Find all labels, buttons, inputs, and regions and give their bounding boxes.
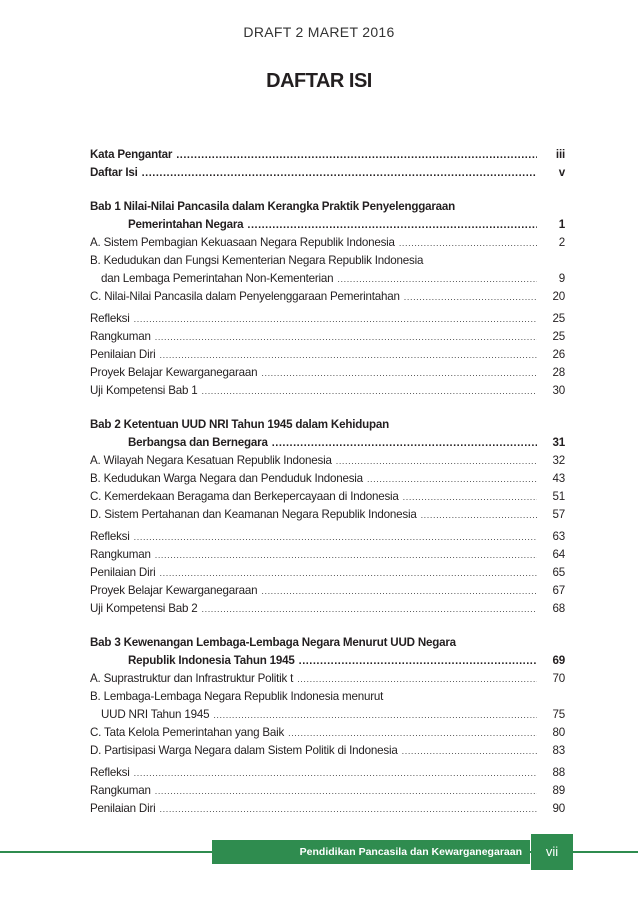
toc-entry[interactable]	[90, 600, 565, 618]
toc-entry[interactable]	[90, 506, 565, 524]
toc-entry[interactable]	[90, 742, 565, 760]
toc-page-number: 88	[552, 766, 565, 779]
toc-entry-daftar-isi[interactable]	[90, 164, 565, 182]
toc-entry-text: C. Kemerdekaan Beragama dan Berkepercayaan di Indonesia	[90, 490, 399, 503]
toc-entry[interactable]	[90, 234, 565, 252]
chapter-1-heading[interactable]: Bab 1 Nilai-Nilai Pancasila dalam Kerangka Praktik Penyelenggaraan	[90, 200, 456, 213]
toc-entry[interactable]	[90, 546, 565, 564]
toc-page-number: 9	[558, 272, 565, 285]
toc-page-number: 75	[552, 708, 565, 721]
toc-entry-text: Pemerintahan Negara	[128, 218, 244, 231]
toc-entry-text: UUD NRI Tahun 1945	[101, 708, 210, 721]
toc-entry[interactable]	[90, 470, 565, 488]
toc-entry-text: D. Sistem Pertahanan dan Keamanan Negara Republik Indonesia	[90, 508, 417, 521]
toc-entry-cont[interactable]	[90, 706, 565, 724]
toc-entry-text: Refleksi	[90, 766, 130, 779]
footer-page-number: vii	[531, 834, 573, 870]
toc-page-number: 68	[552, 602, 565, 615]
toc-entry-cont[interactable]	[90, 270, 565, 288]
toc-page-number: 25	[552, 312, 565, 325]
toc-entry[interactable]	[90, 364, 565, 382]
toc-entry[interactable]	[90, 670, 565, 688]
toc-page-number: 64	[552, 548, 565, 561]
toc-entry-text: Republik Indonesia Tahun 1945	[128, 654, 295, 667]
toc-page-number: 63	[552, 530, 565, 543]
toc-page-number: 65	[552, 566, 565, 579]
toc-entry-text: Rangkuman	[90, 548, 151, 561]
toc-page-number: 1	[558, 218, 565, 231]
toc-entry-text: D. Partisipasi Warga Negara dalam Sistem Politik di Indonesia	[90, 744, 398, 757]
toc-entry-text: Kata Pengantar	[90, 148, 173, 161]
toc-entry-text: C. Nilai-Nilai Pancasila dalam Penyelenggaraan Pemerintahan	[90, 290, 400, 303]
toc-entry[interactable]: B. Lembaga-Lembaga Negara Republik Indonesia menurut	[90, 690, 384, 703]
toc-entry[interactable]	[90, 452, 565, 470]
toc-entry-text: Rangkuman	[90, 330, 151, 343]
toc-page-number: 30	[552, 384, 565, 397]
toc-entry-text: Rangkuman	[90, 784, 151, 797]
toc-page-number: 25	[552, 330, 565, 343]
table-of-contents	[90, 146, 565, 818]
toc-entry[interactable]	[90, 724, 565, 742]
toc-entry[interactable]	[90, 382, 565, 400]
toc-entry-text: Berbangsa dan Bernegara	[128, 436, 268, 449]
chapter-3-heading-cont[interactable]	[90, 652, 565, 670]
toc-entry[interactable]	[90, 564, 565, 582]
toc-entry[interactable]	[90, 488, 565, 506]
toc-page-number: 69	[552, 654, 565, 667]
toc-entry-text: Penilaian Diri	[90, 348, 156, 361]
page-title: DAFTAR ISI	[266, 70, 372, 92]
toc-page-number: 26	[552, 348, 565, 361]
toc-page-number: 70	[552, 672, 565, 685]
toc-page-number: iii	[555, 148, 565, 161]
toc-page-number: 2	[558, 236, 565, 249]
toc-entry-text: Refleksi	[90, 530, 130, 543]
toc-entry-text: A. Suprastruktur dan Infrastruktur Politik t	[90, 672, 294, 685]
chapter-2-heading[interactable]: Bab 2 Ketentuan UUD NRI Tahun 1945 dalam Kehidupan	[90, 418, 390, 431]
toc-page-number: 32	[552, 454, 565, 467]
toc-entry[interactable]	[90, 582, 565, 600]
toc-page-number: 20	[552, 290, 565, 303]
chapter-3-heading[interactable]: Bab 3 Kewenangan Lembaga-Lembaga Negara Menurut UUD Negara	[90, 636, 456, 649]
toc-entry-text: C. Tata Kelola Pemerintahan yang Baik	[90, 726, 285, 739]
toc-page-number: 57	[552, 508, 565, 521]
toc-page-number: 51	[552, 490, 565, 503]
footer-book-title: Pendidikan Pancasila dan Kewarganegaraan	[212, 840, 530, 864]
toc-entry[interactable]	[90, 310, 565, 328]
toc-entry-text: Penilaian Diri	[90, 566, 156, 579]
toc-entry-text: Refleksi	[90, 312, 130, 325]
toc-entry[interactable]	[90, 528, 565, 546]
toc-page-number: 67	[552, 584, 565, 597]
toc-entry-text: Daftar Isi	[90, 166, 138, 179]
toc-page-number: 89	[552, 784, 565, 797]
toc-entry-text: A. Sistem Pembagian Kekuasaan Negara Republik Indonesia	[90, 236, 395, 249]
toc-entry[interactable]	[90, 764, 565, 782]
draft-label: DRAFT 2 MARET 2016	[243, 24, 395, 40]
toc-entry[interactable]	[90, 288, 565, 306]
toc-entry[interactable]	[90, 782, 565, 800]
toc-page-number: 43	[552, 472, 565, 485]
toc-entry-text: B. Kedudukan Warga Negara dan Penduduk Indonesia	[90, 472, 363, 485]
toc-entry[interactable]: B. Kedudukan dan Fungsi Kementerian Negara Republik Indonesia	[90, 254, 424, 267]
toc-entry-text: dan Lembaga Pemerintahan Non-Kementerian	[101, 272, 334, 285]
toc-entry-text: Uji Kompetensi Bab 2	[90, 602, 198, 615]
toc-entry[interactable]	[90, 346, 565, 364]
toc-entry-text: A. Wilayah Negara Kesatuan Republik Indonesia	[90, 454, 332, 467]
toc-page-number: 28	[552, 366, 565, 379]
toc-entry-text: Proyek Belajar Kewarganegaraan	[90, 366, 258, 379]
toc-entry-text: Uji Kompetensi Bab 1	[90, 384, 198, 397]
toc-page-number: 31	[552, 436, 565, 449]
toc-page-number: 83	[552, 744, 565, 757]
toc-page-number: 90	[552, 802, 565, 815]
toc-entry[interactable]	[90, 328, 565, 346]
toc-page-number: 80	[552, 726, 565, 739]
toc-entry[interactable]	[90, 800, 565, 818]
toc-entry-text: Proyek Belajar Kewarganegaraan	[90, 584, 258, 597]
chapter-2-heading-cont[interactable]	[90, 434, 565, 452]
toc-entry-text: Penilaian Diri	[90, 802, 156, 815]
chapter-1-heading-cont[interactable]	[90, 216, 565, 234]
toc-entry-kata-pengantar[interactable]	[90, 146, 565, 164]
toc-page-number: v	[558, 166, 565, 179]
